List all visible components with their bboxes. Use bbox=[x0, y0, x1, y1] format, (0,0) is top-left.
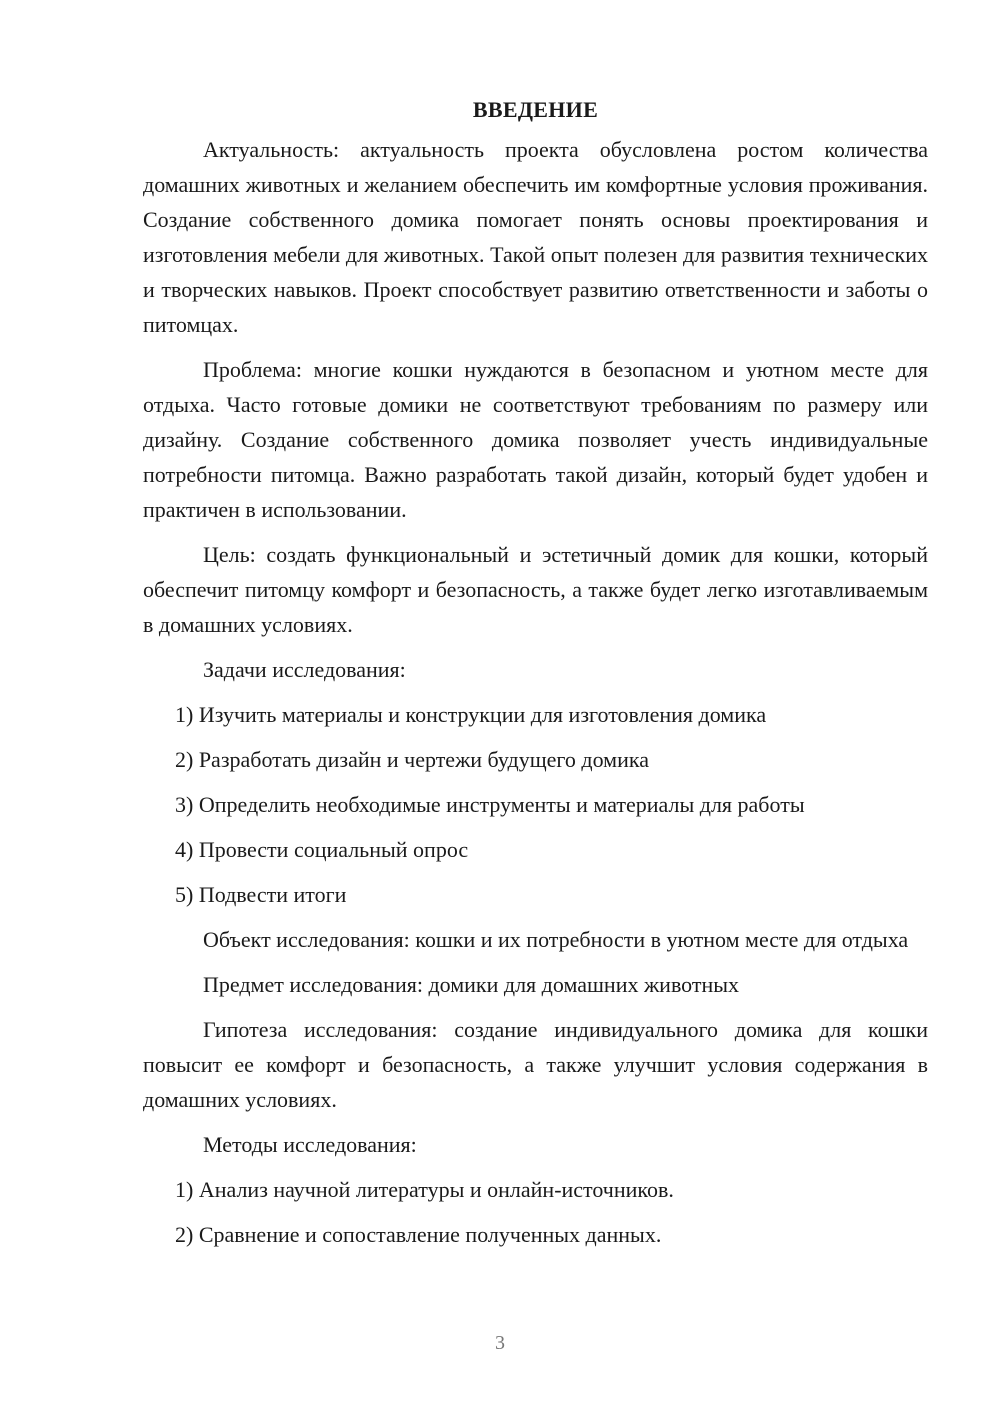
task-item: 2) Разработать дизайн и чертежи будущего домика bbox=[175, 747, 649, 772]
document-page bbox=[143, 96, 928, 1262]
task-item: 4) Провести социальный опрос bbox=[175, 837, 469, 862]
task-item: 1) Изучить материалы и конструкции для изготовления домика bbox=[175, 702, 767, 727]
hypothesis-paragraph: Гипотеза исследования: создание индивидуального домика для кошки повысит ее комфорт и безопасность, а также улучшит условия содержания в домашних условиях. bbox=[143, 1017, 928, 1112]
task-item: 3) Определить необходимые инструменты и материалы для работы bbox=[175, 792, 805, 817]
methods-heading: Методы исследования: bbox=[203, 1132, 417, 1157]
tasks-heading: Задачи исследования: bbox=[203, 657, 406, 682]
relevance-paragraph: Актуальность: актуальность проекта обусловлена ростом количества домашних животных и желанием обеспечить им комфортные условия проживания. Создание собственного домика помогает понять основы проектирования и изготовления мебели для животных. Такой опыт полезен для развития технических и творческих навыков. Проект способствует развитию ответственности и заботы о питомцах. bbox=[143, 137, 928, 337]
page-number: 3 bbox=[495, 1332, 505, 1354]
method-item: 1) Анализ научной литературы и онлайн-источников. bbox=[175, 1177, 674, 1202]
section-title: ВВЕДЕНИЕ bbox=[472, 97, 599, 122]
goal-paragraph: Цель: создать функциональный и эстетичный домик для кошки, который обеспечит питомцу комфорт и безопасность, а также будет легко изготавливаемым в домашних условиях. bbox=[143, 542, 928, 637]
task-item: 5) Подвести итоги bbox=[175, 882, 347, 907]
method-item: 2) Сравнение и сопоставление полученных данных. bbox=[175, 1222, 662, 1247]
object-paragraph: Объект исследования: кошки и их потребности в уютном месте для отдыха bbox=[203, 927, 909, 952]
subject-paragraph: Предмет исследования: домики для домашних животных bbox=[203, 972, 740, 997]
problem-paragraph: Проблема: многие кошки нуждаются в безопасном и уютном месте для отдыха. Часто готовые домики не соответствуют требованиям по размеру или дизайну. Создание собственного домика позволяет учесть индивидуальные потребности питомца. Важно разработать такой дизайн, который будет удобен и практичен в использовании. bbox=[143, 357, 928, 522]
